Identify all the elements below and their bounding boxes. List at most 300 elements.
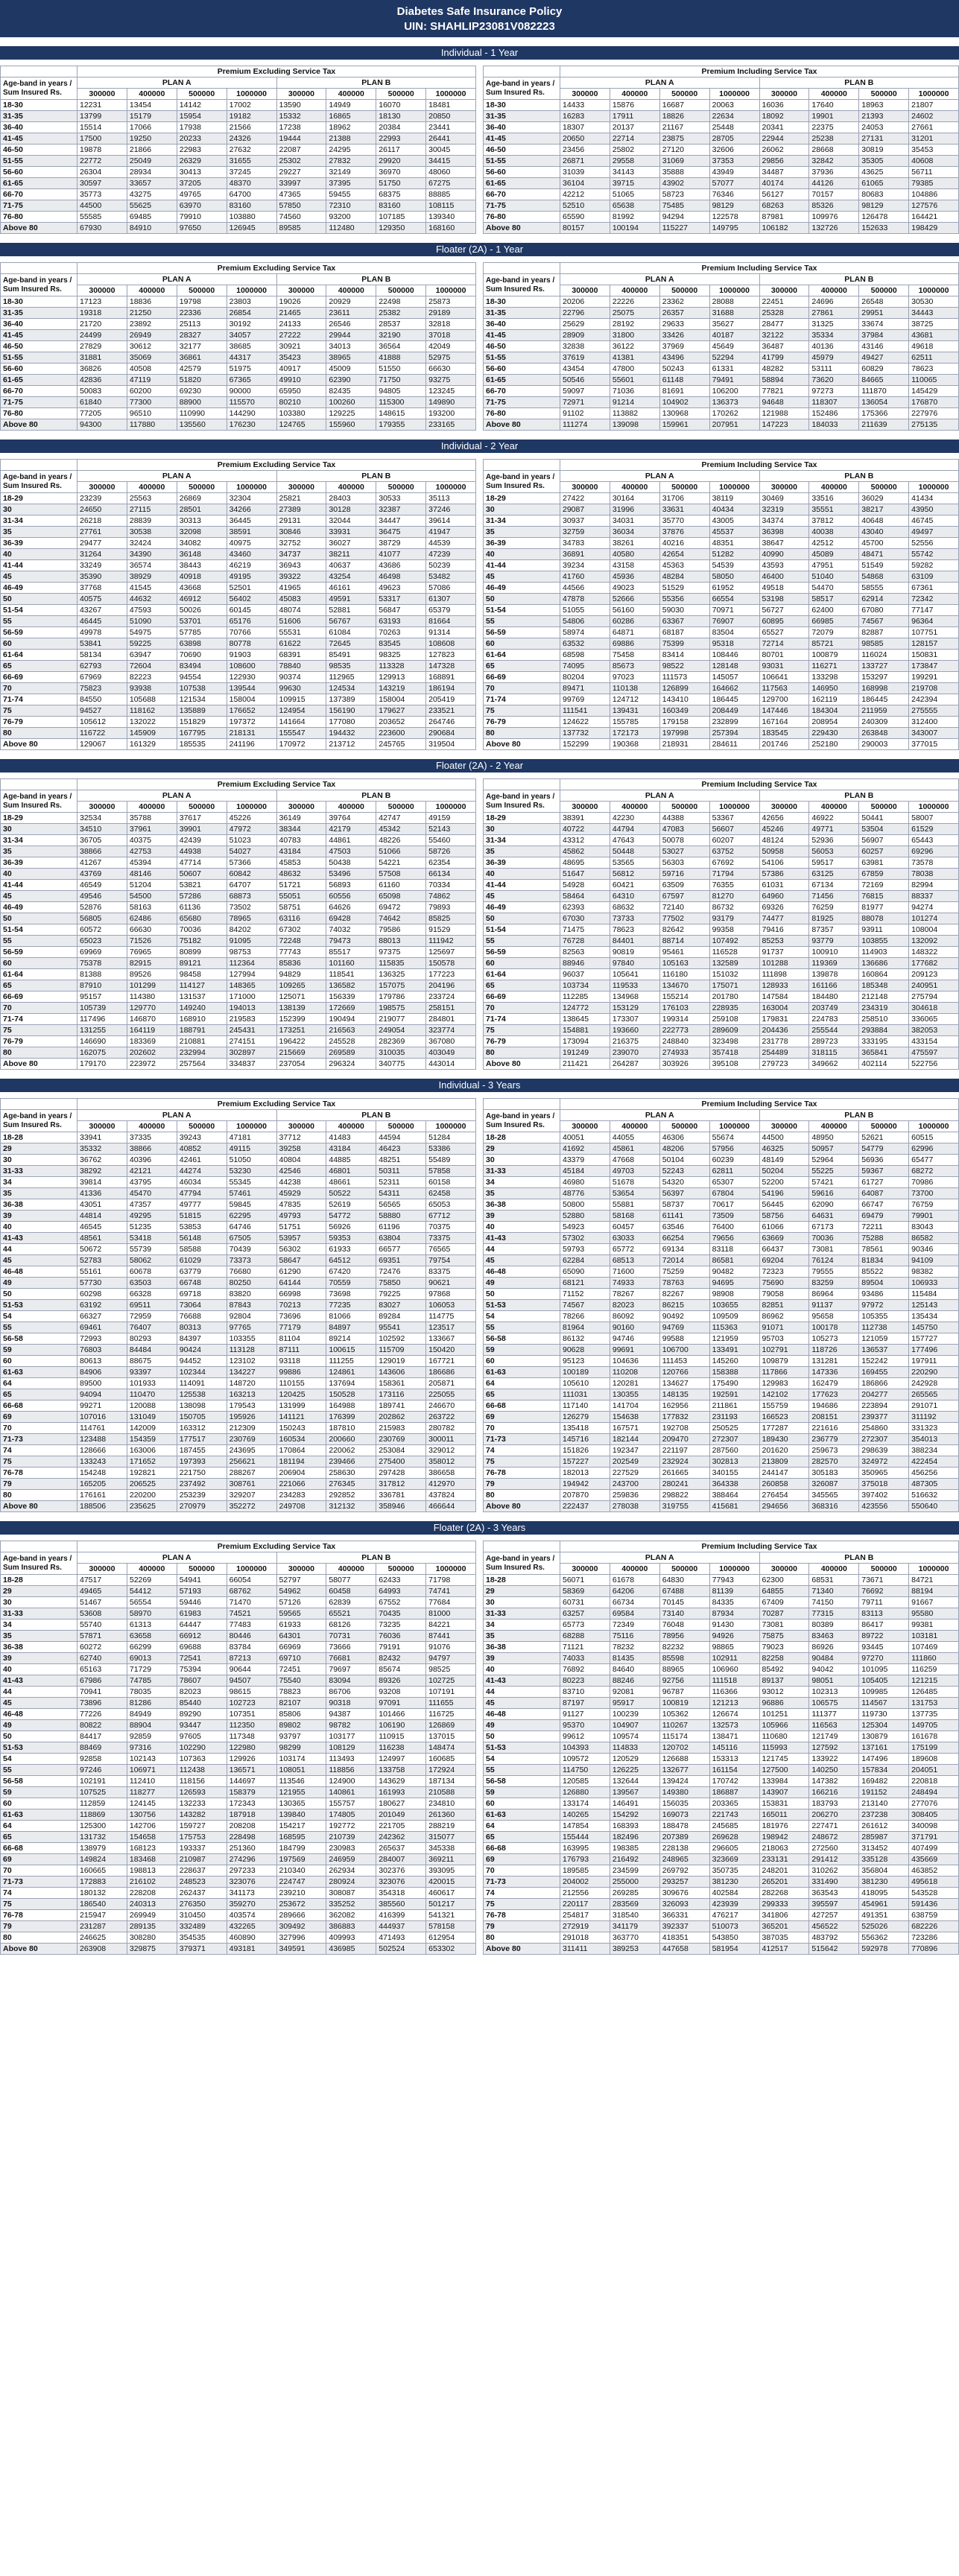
age-band-cell: 61-65 bbox=[1, 178, 77, 189]
premium-cell: 23875 bbox=[659, 133, 709, 145]
premium-cell: 113128 bbox=[227, 1345, 276, 1356]
premium-cell: 543528 bbox=[909, 1888, 959, 1899]
premium-cell: 77684 bbox=[426, 1597, 476, 1608]
premium-cell: 88965 bbox=[659, 1664, 709, 1675]
age-band-cell: 30 bbox=[484, 824, 560, 835]
premium-cell: 57086 bbox=[426, 583, 476, 594]
premium-cell: 137732 bbox=[560, 728, 610, 739]
premium-cell: 52881 bbox=[326, 605, 376, 616]
premium-cell: 65307 bbox=[709, 1177, 759, 1188]
premium-cell: 124622 bbox=[560, 717, 610, 728]
premium-cell: 31706 bbox=[659, 493, 709, 504]
premium-cell: 44055 bbox=[610, 1132, 659, 1143]
table-row bbox=[1, 857, 476, 869]
premium-cell: 176161 bbox=[77, 1490, 127, 1501]
premium-cell: 93447 bbox=[177, 1720, 227, 1731]
table-row bbox=[484, 1501, 959, 1512]
sum-insured-header: 400000 bbox=[809, 1121, 859, 1132]
premium-cell: 131537 bbox=[177, 992, 227, 1003]
premium-cell: 43681 bbox=[909, 330, 959, 341]
table-row bbox=[484, 1754, 959, 1765]
premium-cell: 154638 bbox=[610, 1412, 659, 1423]
table-row bbox=[1, 1166, 476, 1177]
age-band-cell: 51-54 bbox=[1, 605, 77, 616]
premium-cell: 136373 bbox=[709, 397, 759, 408]
premium-cell: 140250 bbox=[809, 1765, 859, 1776]
premium-cell: 111541 bbox=[560, 705, 610, 717]
premium-cell: 221750 bbox=[177, 1468, 227, 1479]
premium-cell: 41336 bbox=[77, 1188, 127, 1199]
premium-cell: 67275 bbox=[426, 178, 476, 189]
premium-cell: 36826 bbox=[77, 364, 127, 375]
premium-cell: 581954 bbox=[709, 1944, 759, 1955]
premium-cell: 45246 bbox=[759, 824, 809, 835]
premium-cell: 154359 bbox=[127, 1434, 177, 1445]
table-row bbox=[484, 223, 959, 234]
sum-insured-header: 500000 bbox=[859, 285, 909, 296]
premium-cell: 19026 bbox=[276, 296, 326, 308]
premium-cell: 20063 bbox=[709, 100, 759, 111]
premium-cell: 84397 bbox=[177, 1333, 227, 1345]
premium-cell: 118277 bbox=[127, 1787, 177, 1798]
premium-cell: 93275 bbox=[426, 375, 476, 386]
premium-cell: 308405 bbox=[909, 1809, 959, 1821]
premium-cell: 88246 bbox=[610, 1675, 659, 1687]
sum-insured-header: 300000 bbox=[759, 482, 809, 493]
premium-cell: 31039 bbox=[560, 167, 610, 178]
table-row bbox=[484, 683, 959, 694]
premium-cell: 89284 bbox=[376, 1311, 426, 1322]
table-corner-cell bbox=[484, 1541, 560, 1552]
premium-cell: 102290 bbox=[177, 1742, 227, 1754]
premium-cell: 107492 bbox=[709, 936, 759, 947]
premium-cell: 70287 bbox=[759, 1608, 809, 1619]
premium-cell: 43949 bbox=[709, 167, 759, 178]
premium-cell: 79191 bbox=[376, 1642, 426, 1653]
premium-cell: 288267 bbox=[227, 1468, 276, 1479]
premium-cell: 260858 bbox=[759, 1479, 809, 1490]
age-band-cell: 76-79 bbox=[484, 717, 560, 728]
premium-cell: 114091 bbox=[177, 1378, 227, 1389]
sum-insured-header: 1000000 bbox=[709, 89, 759, 100]
premium-cell: 21807 bbox=[909, 100, 959, 111]
premium-cell: 64087 bbox=[859, 1188, 909, 1199]
premium-cell: 466644 bbox=[426, 1501, 476, 1512]
premium-cell: 250525 bbox=[709, 1423, 759, 1434]
age-band-cell: 75 bbox=[1, 1899, 77, 1910]
premium-cell: 24499 bbox=[77, 330, 127, 341]
premium-cell: 112438 bbox=[177, 1765, 227, 1776]
premium-cell: 94746 bbox=[610, 1333, 659, 1345]
sum-insured-header: 400000 bbox=[127, 482, 177, 493]
premium-cell: 49618 bbox=[909, 341, 959, 352]
premium-cell: 88675 bbox=[127, 1356, 177, 1367]
premium-cell: 73064 bbox=[177, 1300, 227, 1311]
premium-cell: 185348 bbox=[859, 980, 909, 992]
premium-cell: 59353 bbox=[326, 1233, 376, 1244]
sum-insured-header: 1000000 bbox=[426, 482, 476, 493]
age-band-cell: 59 bbox=[1, 1345, 77, 1356]
table-row bbox=[1, 493, 476, 504]
premium-cell: 381230 bbox=[859, 1877, 909, 1888]
age-band-cell: 18-29 bbox=[1, 813, 77, 824]
premium-cell: 84484 bbox=[127, 1345, 177, 1356]
premium-cell: 160349 bbox=[659, 705, 709, 717]
premium-cell: 420015 bbox=[426, 1877, 476, 1888]
premium-cell: 61196 bbox=[376, 1222, 426, 1233]
premium-cell: 230769 bbox=[227, 1434, 276, 1445]
premium-cell: 36148 bbox=[177, 549, 227, 560]
premium-cell: 58464 bbox=[560, 891, 610, 902]
premium-cell: 122980 bbox=[227, 1742, 276, 1754]
premium-cell: 150578 bbox=[426, 958, 476, 969]
table-row bbox=[484, 1765, 959, 1776]
premium-cell: 47365 bbox=[276, 189, 326, 200]
premium-cell: 203365 bbox=[709, 1798, 759, 1809]
table-row bbox=[1, 1211, 476, 1222]
premium-cell: 64830 bbox=[659, 1575, 709, 1586]
premium-cell: 15179 bbox=[127, 111, 177, 122]
premium-cell: 46325 bbox=[759, 1143, 809, 1155]
premium-cell: 176870 bbox=[909, 397, 959, 408]
premium-cell: 94300 bbox=[77, 419, 127, 431]
premium-cell: 317812 bbox=[376, 1479, 426, 1490]
premium-cell: 167571 bbox=[610, 1423, 659, 1434]
premium-cell: 375018 bbox=[859, 1479, 909, 1490]
premium-cell: 23239 bbox=[77, 493, 127, 504]
premium-cell: 62433 bbox=[376, 1575, 426, 1586]
premium-cell: 73896 bbox=[77, 1698, 127, 1709]
table-row bbox=[484, 1586, 959, 1597]
premium-cell: 49793 bbox=[276, 1211, 326, 1222]
premium-cell: 48661 bbox=[326, 1177, 376, 1188]
age-band-cell: 79 bbox=[1, 1479, 77, 1490]
premium-cell: 60298 bbox=[77, 1289, 127, 1300]
premium-cell: 263848 bbox=[859, 728, 909, 739]
premium-cell: 324972 bbox=[859, 1456, 909, 1468]
premium-cell: 27661 bbox=[909, 122, 959, 133]
premium-cell: 18307 bbox=[560, 122, 610, 133]
premium-cell: 197911 bbox=[909, 1356, 959, 1367]
premium-cell: 231778 bbox=[759, 1036, 809, 1047]
premium-cell: 22087 bbox=[276, 145, 326, 156]
premium-cell: 46549 bbox=[77, 880, 127, 891]
premium-cell: 44794 bbox=[610, 824, 659, 835]
premium-cell: 264287 bbox=[610, 1059, 659, 1070]
premium-cell: 106933 bbox=[909, 1278, 959, 1289]
age-band-cell: 76-80 bbox=[484, 408, 560, 419]
table-row bbox=[1, 1888, 476, 1899]
premium-cell: 244147 bbox=[759, 1468, 809, 1479]
premium-cell: 74150 bbox=[809, 1597, 859, 1608]
premium-cell: 36705 bbox=[77, 835, 127, 846]
premium-cell: 72349 bbox=[610, 1619, 659, 1631]
age-band-cell: 18-30 bbox=[1, 296, 77, 308]
premium-cell: 53504 bbox=[859, 824, 909, 835]
premium-cell: 89471 bbox=[560, 683, 610, 694]
age-band-cell: 36-40 bbox=[484, 319, 560, 330]
premium-cell: 63125 bbox=[809, 869, 859, 880]
premium-cell: 56727 bbox=[759, 605, 809, 616]
premium-cell: 62511 bbox=[909, 352, 959, 364]
premium-cell: 215983 bbox=[376, 1423, 426, 1434]
premium-cell: 50104 bbox=[659, 1155, 709, 1166]
premium-cell: 72993 bbox=[77, 1333, 127, 1345]
premium-cell: 98525 bbox=[426, 1664, 476, 1675]
premium-cell: 18962 bbox=[326, 122, 376, 133]
premium-cell: 198575 bbox=[376, 1003, 426, 1014]
premium-cell: 148135 bbox=[659, 1389, 709, 1400]
premium-cell: 87111 bbox=[276, 1345, 326, 1356]
age-band-cell: 18-29 bbox=[1, 493, 77, 504]
table-row bbox=[484, 189, 959, 200]
premium-cell: 275135 bbox=[909, 419, 959, 431]
age-band-cell: 18-30 bbox=[484, 100, 560, 111]
premium-cell: 95541 bbox=[376, 1322, 426, 1333]
premium-cell: 221616 bbox=[809, 1423, 859, 1434]
premium-cell: 66969 bbox=[276, 1642, 326, 1653]
premium-cell: 79697 bbox=[326, 1664, 376, 1675]
premium-cell: 190494 bbox=[326, 1014, 376, 1025]
table-row bbox=[1, 419, 476, 431]
premium-cell: 61678 bbox=[610, 1575, 659, 1586]
premium-cell: 90644 bbox=[227, 1664, 276, 1675]
premium-cell: 90484 bbox=[809, 1653, 859, 1664]
table-row bbox=[1, 1664, 476, 1675]
premium-cell: 44126 bbox=[809, 178, 859, 189]
premium-cell: 60207 bbox=[709, 835, 759, 846]
premium-cell: 275555 bbox=[909, 705, 959, 717]
premium-cell: 88904 bbox=[127, 1720, 177, 1731]
premium-cell: 32177 bbox=[177, 341, 227, 352]
premium-cell: 23803 bbox=[227, 296, 276, 308]
premium-cell: 37984 bbox=[859, 330, 909, 341]
premium-cell: 77502 bbox=[659, 913, 709, 924]
age-band-cell: 75 bbox=[484, 1899, 560, 1910]
age-band-cell: 80 bbox=[1, 728, 77, 739]
premium-cell: 43902 bbox=[659, 178, 709, 189]
premium-cell: 456522 bbox=[809, 1921, 859, 1932]
premium-cell: 110990 bbox=[177, 408, 227, 419]
premium-cell: 28934 bbox=[127, 167, 177, 178]
premium-cell: 68126 bbox=[326, 1619, 376, 1631]
premium-cell: 100239 bbox=[610, 1709, 659, 1720]
table-row bbox=[484, 1356, 959, 1367]
premium-cell: 46912 bbox=[177, 594, 227, 605]
premium-cell: 79225 bbox=[376, 1289, 426, 1300]
premium-cell: 68288 bbox=[560, 1631, 610, 1642]
premium-cell: 137694 bbox=[326, 1378, 376, 1389]
sum-insured-header: 400000 bbox=[326, 89, 376, 100]
rate-section bbox=[0, 243, 959, 431]
age-band-cell: 18-29 bbox=[484, 493, 560, 504]
premium-cell: 82887 bbox=[859, 627, 909, 638]
sum-insured-header: 400000 bbox=[610, 1121, 659, 1132]
premium-cell: 51090 bbox=[127, 616, 177, 627]
premium-cell: 107469 bbox=[909, 1642, 959, 1653]
table-row bbox=[484, 560, 959, 571]
premium-cell: 245528 bbox=[326, 1036, 376, 1047]
premium-cell: 25821 bbox=[276, 493, 326, 504]
premium-cell: 64746 bbox=[227, 1222, 276, 1233]
premium-cell: 72211 bbox=[859, 1222, 909, 1233]
premium-cell: 21866 bbox=[127, 145, 177, 156]
premium-cell: 169482 bbox=[859, 1776, 909, 1787]
premium-cell: 107016 bbox=[77, 1412, 127, 1423]
age-band-cell: 60 bbox=[1, 1356, 77, 1367]
premium-cell: 36943 bbox=[276, 560, 326, 571]
premium-cell: 157834 bbox=[859, 1765, 909, 1776]
premium-cell: 18130 bbox=[376, 111, 426, 122]
premium-cell: 48124 bbox=[759, 835, 809, 846]
premium-cell: 541321 bbox=[426, 1910, 476, 1921]
premium-cell: 67030 bbox=[560, 913, 610, 924]
premium-cell: 32752 bbox=[276, 538, 326, 549]
premium-cell: 36398 bbox=[759, 527, 809, 538]
premium-cell: 239210 bbox=[276, 1888, 326, 1899]
sum-insured-header: 300000 bbox=[276, 1121, 326, 1132]
premium-cell: 194942 bbox=[560, 1479, 610, 1490]
premium-cell: 18481 bbox=[426, 100, 476, 111]
premium-cell: 269792 bbox=[659, 1865, 709, 1877]
premium-cell: 220200 bbox=[127, 1490, 177, 1501]
premium-cell: 191152 bbox=[859, 1787, 909, 1798]
premium-cell: 67859 bbox=[859, 869, 909, 880]
premium-cell: 43184 bbox=[276, 846, 326, 857]
premium-cell: 51975 bbox=[227, 364, 276, 375]
age-band-cell: 75 bbox=[1, 1025, 77, 1036]
table-row bbox=[1, 1036, 476, 1047]
age-band-cell: 41-43 bbox=[1, 1675, 77, 1687]
premium-cell: 137735 bbox=[909, 1709, 959, 1720]
premium-cell: 198429 bbox=[909, 223, 959, 234]
premium-cell: 48226 bbox=[376, 835, 426, 846]
premium-cell: 67597 bbox=[659, 891, 709, 902]
premium-cell: 237054 bbox=[276, 1059, 326, 1070]
premium-cell: 118156 bbox=[177, 1776, 227, 1787]
premium-cell: 109985 bbox=[859, 1687, 909, 1698]
premium-cell: 84721 bbox=[909, 1575, 959, 1586]
section-title: Floater (2A) - 3 Years bbox=[0, 1521, 959, 1535]
premium-cell: 83160 bbox=[227, 200, 276, 212]
premium-cell: 125304 bbox=[859, 1720, 909, 1731]
premium-cell: 240313 bbox=[127, 1899, 177, 1910]
premium-cell: 49765 bbox=[177, 189, 227, 200]
table-row bbox=[484, 605, 959, 616]
premium-cell: 204196 bbox=[426, 980, 476, 992]
table-row bbox=[484, 1278, 959, 1289]
plan-a-header: PLAN A bbox=[77, 77, 277, 89]
premium-cell: 88885 bbox=[426, 189, 476, 200]
premium-cell: 392337 bbox=[659, 1921, 709, 1932]
premium-cell: 47239 bbox=[426, 549, 476, 560]
sum-insured-header: 300000 bbox=[560, 802, 610, 813]
premium-cell: 138098 bbox=[177, 1400, 227, 1412]
premium-cell: 155785 bbox=[610, 717, 659, 728]
premium-cell: 80204 bbox=[560, 672, 610, 683]
age-band-cell: 66-69 bbox=[1, 672, 77, 683]
premium-cell: 73140 bbox=[659, 1608, 709, 1619]
age-band-cell: 70 bbox=[484, 683, 560, 694]
premium-cell: 35390 bbox=[77, 571, 127, 583]
table-row bbox=[1, 627, 476, 638]
table-caption: Premium Excluding Service Tax bbox=[77, 66, 476, 77]
premium-cell: 36149 bbox=[276, 813, 326, 824]
section-title: Floater (2A) - 1 Year bbox=[0, 243, 959, 256]
premium-cell: 234283 bbox=[276, 1490, 326, 1501]
table-caption: Premium Including Service Tax bbox=[560, 460, 959, 471]
premium-cell: 107363 bbox=[177, 1754, 227, 1765]
table-row bbox=[484, 1642, 959, 1653]
table-row bbox=[484, 375, 959, 386]
premium-cell: 56926 bbox=[326, 1222, 376, 1233]
premium-cell: 87357 bbox=[809, 924, 859, 936]
premium-cell: 91529 bbox=[426, 924, 476, 936]
premium-cell: 56907 bbox=[859, 835, 909, 846]
premium-cell: 127823 bbox=[426, 650, 476, 661]
age-band-cell: 56-58 bbox=[484, 1333, 560, 1345]
premium-cell: 174805 bbox=[326, 1809, 376, 1821]
sum-insured-header: 500000 bbox=[859, 89, 909, 100]
age-band-cell: 51-53 bbox=[484, 1742, 560, 1754]
premium-cell: 68375 bbox=[376, 189, 426, 200]
premium-cell: 84550 bbox=[77, 694, 127, 705]
premium-cell: 78763 bbox=[659, 1278, 709, 1289]
premium-cell: 63503 bbox=[127, 1278, 177, 1289]
age-band-cell: 74 bbox=[484, 1888, 560, 1899]
premium-cell: 140265 bbox=[560, 1809, 610, 1821]
premium-cell: 42212 bbox=[560, 189, 610, 200]
premium-cell: 152486 bbox=[809, 408, 859, 419]
premium-cell: 108051 bbox=[276, 1765, 326, 1776]
table-row bbox=[1, 122, 476, 133]
premium-cell: 52975 bbox=[426, 352, 476, 364]
premium-cell: 57421 bbox=[809, 1177, 859, 1188]
premium-cell: 175753 bbox=[177, 1832, 227, 1843]
premium-cell: 192772 bbox=[326, 1821, 376, 1832]
age-band-cell: 50 bbox=[1, 594, 77, 605]
premium-cell: 141704 bbox=[610, 1400, 659, 1412]
premium-cell: 48561 bbox=[77, 1233, 127, 1244]
premium-cell: 137161 bbox=[859, 1742, 909, 1754]
premium-cell: 25302 bbox=[276, 156, 326, 167]
premium-cell: 60458 bbox=[326, 1586, 376, 1597]
premium-cell: 61148 bbox=[659, 375, 709, 386]
premium-cell: 104902 bbox=[659, 397, 709, 408]
premium-cell: 27222 bbox=[276, 330, 326, 341]
premium-cell: 61307 bbox=[426, 594, 476, 605]
premium-cell: 48251 bbox=[376, 1155, 426, 1166]
premium-cell: 53608 bbox=[77, 1608, 127, 1619]
premium-cell: 133727 bbox=[859, 661, 909, 672]
premium-cell: 114127 bbox=[177, 980, 227, 992]
age-band-cell: 40 bbox=[1, 1222, 77, 1233]
premium-cell: 30045 bbox=[426, 145, 476, 156]
premium-cell: 57785 bbox=[177, 627, 227, 638]
premium-cell: 101299 bbox=[127, 980, 177, 992]
premium-cell: 297428 bbox=[376, 1468, 426, 1479]
premium-cell: 216375 bbox=[610, 1036, 659, 1047]
premium-cell: 65773 bbox=[560, 1619, 610, 1631]
table-row bbox=[1, 1378, 476, 1389]
age-band-cell: Above 80 bbox=[1, 419, 77, 431]
premium-cell: 407499 bbox=[909, 1843, 959, 1854]
premium-cell: 109572 bbox=[560, 1754, 610, 1765]
premium-cell: 52666 bbox=[610, 594, 659, 605]
age-band-cell: 79 bbox=[484, 1921, 560, 1932]
premium-cell: 69461 bbox=[77, 1322, 127, 1333]
premium-cell: 204436 bbox=[759, 1025, 809, 1036]
